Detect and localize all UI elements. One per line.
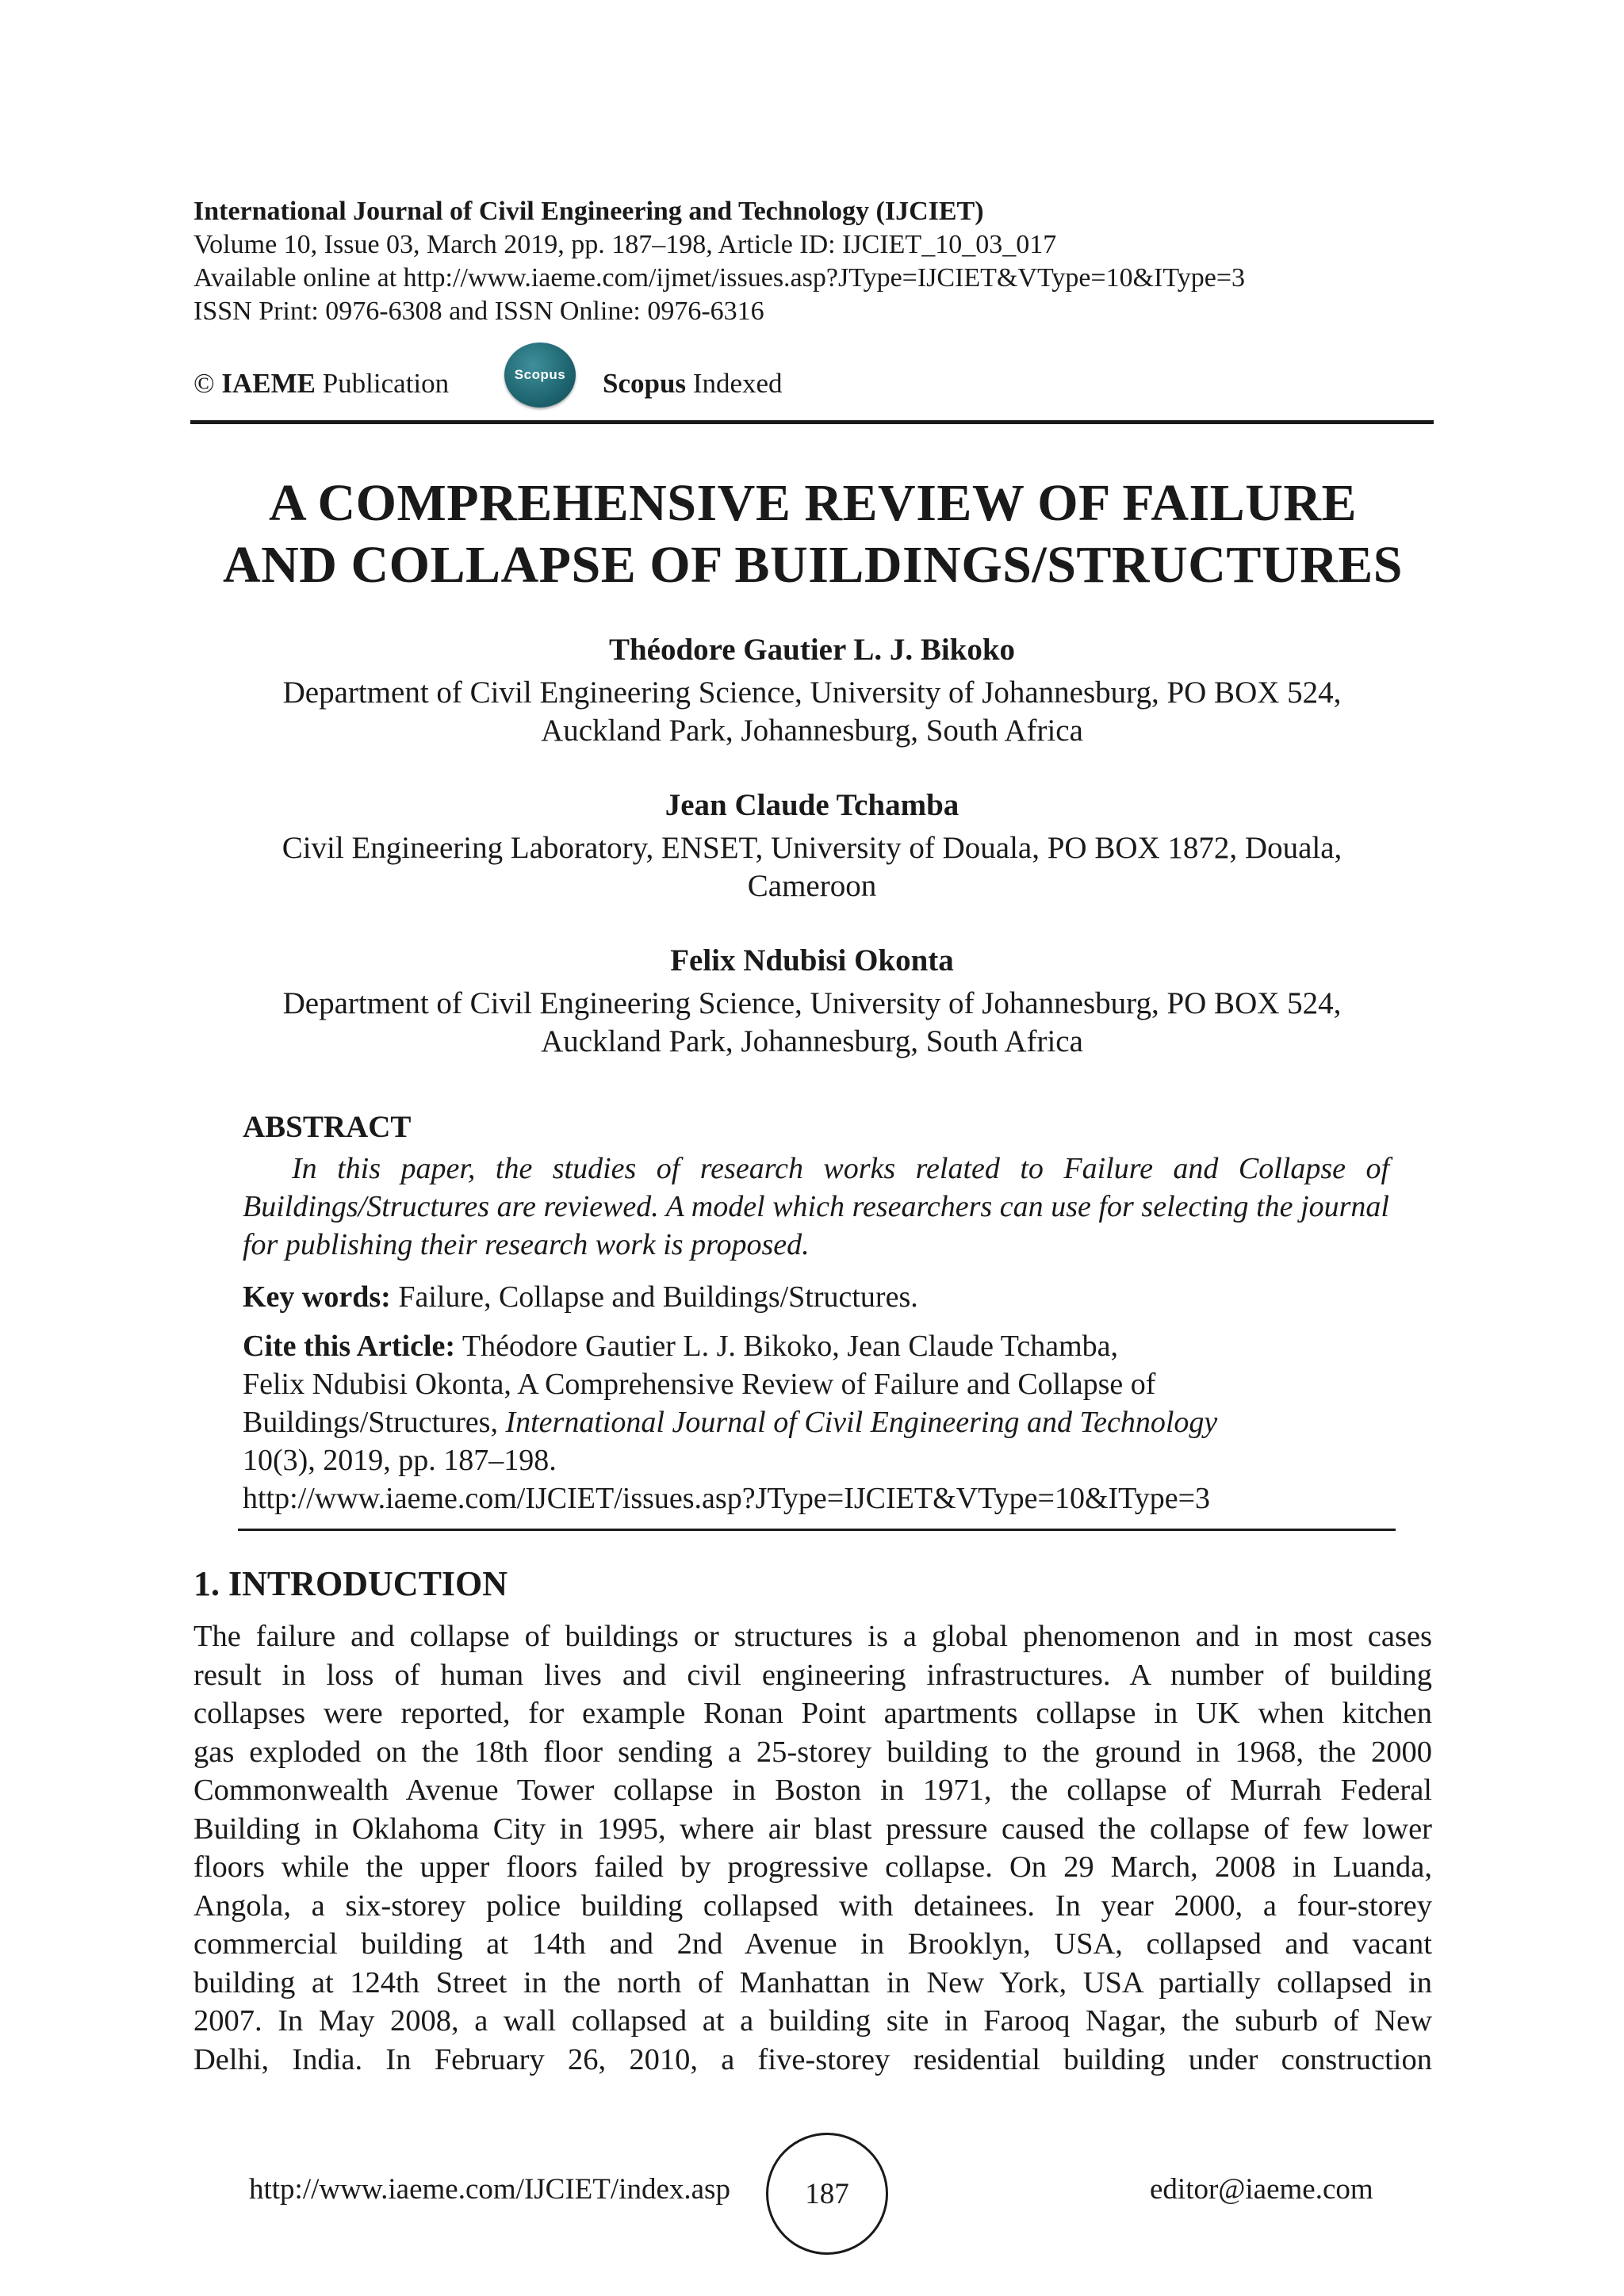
author-affiliation: Civil Engineering Laboratory, ENSET, University of Douala, PO BOX 1872, Douala, (282, 831, 1342, 865)
journal-header (193, 195, 1431, 328)
body-line: collapses were reported, for example Ronan Point apartments collapse in UK when kitchen (193, 1697, 1432, 1730)
title-line-2: AND COLLAPSE OF BUILDINGS/STRUCTURES (222, 536, 1403, 594)
citation (243, 1327, 1389, 1517)
cite-line-3: Buildings/Structures, (243, 1406, 498, 1439)
body-line: gas exploded on the 18th floor sending a 25-storey building to the ground in 1968, the 2000 (193, 1735, 1432, 1769)
indexed-rest: Indexed (692, 368, 783, 399)
body-line: building at 124th Street in the north of Manhattan in New York, USA partially collapsed in (193, 1965, 1432, 1999)
author-block-1 (193, 631, 1431, 750)
introduction-body (193, 1617, 1432, 2079)
body-line: commercial building at 14th and 2nd Avenue in Brooklyn, USA, collapsed and vacant (193, 1927, 1432, 1961)
author-affiliation: Cameroon (747, 869, 877, 903)
journal-available-line: Available online at http://www.iaeme.com/ijmet/issues.asp?JType=IJCIET&VType=10&IType=3 (193, 263, 1246, 293)
cite-url-link[interactable]: http://www.iaeme.com/IJCIET/issues.asp?JType=IJCIET&VType=10&IType=3 (243, 1482, 1211, 1515)
indexed-label (603, 368, 783, 400)
journal-name: International Journal of Civil Engineering and Technology (IJCIET) (193, 197, 984, 226)
author-name: Théodore Gautier L. J. Bikoko (608, 633, 1016, 667)
keywords (243, 1278, 1389, 1316)
title-line-1: A COMPREHENSIVE REVIEW OF FAILURE (268, 474, 1358, 532)
cite-line-2: Felix Ndubisi Okonta, A Comprehensive Review of Failure and Collapse of (243, 1368, 1156, 1401)
author-affiliation: Auckland Park, Johannesburg, South Africa (541, 1024, 1083, 1058)
scopus-logo-icon (504, 342, 576, 408)
author-name: Jean Claude Tchamba (665, 788, 959, 822)
author-block-2 (193, 786, 1431, 905)
cite-line-4: 10(3), 2019, pp. 187–198. (243, 1444, 557, 1477)
publisher-name: IAEME (221, 368, 316, 399)
abstract-section (243, 1108, 1389, 1517)
body-line: Angola, a six-storey police building collapsed with detainees. In year 2000, a four-storey (193, 1888, 1432, 1923)
author-block-3 (193, 942, 1431, 1061)
cite-journal-name: International Journal of Civil Engineering and Technology (505, 1406, 1218, 1439)
author-affiliation: Auckland Park, Johannesburg, South Africa (541, 714, 1083, 748)
body-line: result in loss of human lives and civil engineering infrastructures. A number of building (193, 1658, 1432, 1692)
publisher-row (193, 342, 1431, 406)
keywords-value: Failure, Collapse and Buildings/Structures. (398, 1280, 918, 1314)
abstract-text: In this paper, the studies of research works related to Failure and Collapse of Buildings/Structures are reviewed. A model which researchers can use for selecting the journal for publishing their research work is proposed. (243, 1152, 1389, 1261)
journal-issn-line: ISSN Print: 0976-6308 and ISSN Online: 0976-6316 (193, 297, 764, 326)
copyright-symbol: © (193, 368, 215, 399)
paper-title (143, 473, 1483, 596)
footer-url-link[interactable]: http://www.iaeme.com/IJCIET/index.asp (249, 2173, 730, 2206)
section-heading-introduction: 1. INTRODUCTION (193, 1564, 508, 1603)
body-line: 2007. In May 2008, a wall collapsed at a building site in Farooq Nagar, the suburb of New (193, 2004, 1432, 2038)
cite-line-1: Théodore Gautier L. J. Bikoko, Jean Claude Tchamba, (462, 1330, 1118, 1363)
abstract-divider (238, 1529, 1396, 1531)
body-line: floors while the upper floors failed by progressive collapse. On 29 March, 2008 in Luanda, (193, 1850, 1432, 1884)
page-footer (0, 2133, 1624, 2252)
page-number-circle (766, 2133, 888, 2255)
body-line: Commonwealth Avenue Tower collapse in Boston in 1971, the collapse of Murrah Federal (193, 1774, 1432, 1807)
cite-label: Cite this Article: (243, 1330, 456, 1363)
footer-email-link[interactable]: editor@iaeme.com (1150, 2173, 1373, 2206)
author-affiliation: Department of Civil Engineering Science, University of Johannesburg, PO BOX 524, (282, 986, 1342, 1020)
journal-volume-line: Volume 10, Issue 03, March 2019, pp. 187–198, Article ID: IJCIET_10_03_017 (193, 230, 1057, 259)
publisher-suffix: Publication (322, 368, 450, 399)
author-name: Felix Ndubisi Okonta (670, 943, 954, 978)
body-line: The failure and collapse of buildings or structures is a global phenomenon and in most cases (193, 1620, 1432, 1653)
author-affiliation: Department of Civil Engineering Science, University of Johannesburg, PO BOX 524, (282, 675, 1342, 710)
body-line: Building in Oklahoma City in 1995, where air blast pressure caused the collapse of few lower (193, 1812, 1432, 1846)
indexed-bold: Scopus (603, 368, 687, 399)
publisher-credit (193, 368, 449, 400)
keywords-label: Key words: (243, 1280, 391, 1314)
header-divider (190, 420, 1434, 424)
page-number: 187 (805, 2177, 849, 2210)
abstract-heading: ABSTRACT (243, 1110, 412, 1144)
body-line: Delhi, India. In February 26, 2010, a five-storey residential building under construction (193, 2042, 1432, 2076)
scopus-logo-text: Scopus (514, 367, 566, 382)
